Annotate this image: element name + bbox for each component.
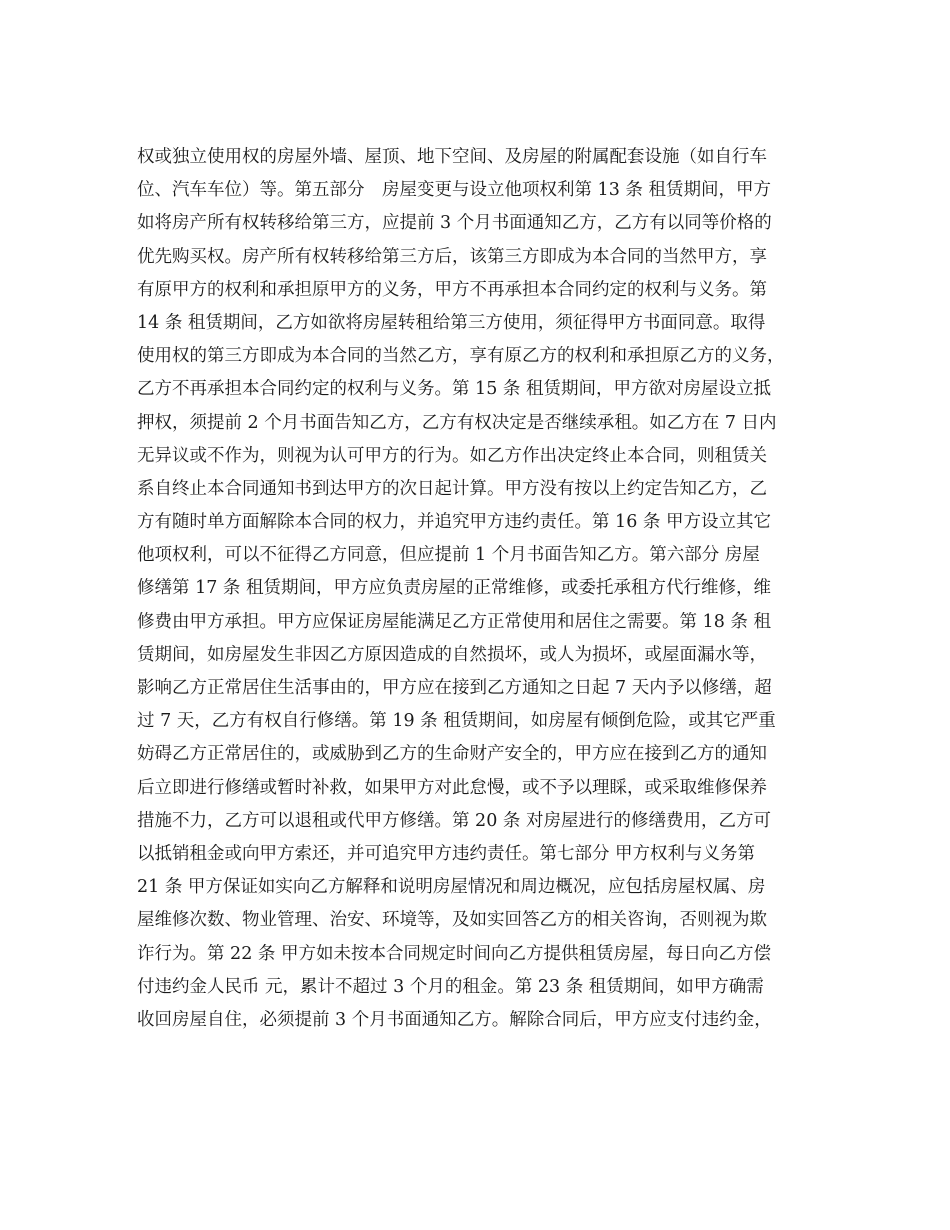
text-line: 付违约金人民币 元，累计不超过 3 个月的租金。第 23 条 租赁期间，如甲方确需 (137, 976, 764, 997)
text-line: 后立即进行修缮或暂时补救，如果甲方对此怠慢，或不予以理睬，或采取维修保养 (137, 777, 767, 798)
text-line: 修缮第 17 条 租赁期间，甲方应负责房屋的正常维修，或委托承租方代行维修，维 (137, 578, 771, 599)
text-line: 有原甲方的权利和承担原甲方的义务，甲方不再承担本合同约定的权利与义务。第 (137, 279, 767, 300)
text-line: 以抵销租金或向甲方索还，并可追究甲方违约责任。第七部分 甲方权利与义务第 (137, 843, 756, 864)
text-line: 系自终止本合同通知书到达甲方的次日起计算。甲方没有按以上约定告知乙方，乙 (137, 478, 767, 499)
text-line: 屋维修次数、物业管理、治安、环境等，及如实回答乙方的相关咨询，否则视为欺 (137, 910, 767, 931)
text-line: 优先购买权。房产所有权转移给第三方后，该第三方即成为本合同的当然甲方，享 (137, 246, 767, 267)
text-line: 诈行为。第 22 条 甲方如未按本合同规定时间向乙方提供租赁房屋，每日向乙方偿 (137, 943, 771, 964)
contract-text-body (137, 141, 827, 1037)
text-line: 押权，须提前 2 个月书面告知乙方，乙方有权决定是否继续承租。如乙方在 7 日内 (137, 412, 777, 433)
text-line: 收回房屋自住，必须提前 3 个月书面通知乙方。解除合同后，甲方应支付违约金， (137, 1009, 772, 1030)
text-line: 影响乙方正常居住生活事由的，甲方应在接到乙方通知之日起 7 天内予以修缮，超 (137, 678, 772, 698)
text-line: 他项权利，可以不征得乙方同意，但应提前 1 个月书面告知乙方。第六部分 房屋 (137, 545, 760, 566)
text-line: 修费由甲方承担。甲方应保证房屋能满足乙方正常使用和居住之需要。第 18 条 租 (137, 611, 771, 632)
text-line: 赁期间，如房屋发生非因乙方原因造成的自然损坏，或人为损坏，或屋面漏水等， (137, 644, 767, 665)
text-line: 权或独立使用权的房屋外墙、屋顶、地下空间、及房屋的附属配套设施（如自行车 (137, 147, 767, 167)
text-line: 14 条 租赁期间，乙方如欲将房屋转租给第三方使用，须征得甲方书面同意。取得 (137, 312, 766, 333)
text-line: 过 7 天，乙方有权自行修缮。第 19 条 租赁期间，如房屋有倾倒危险，或其它严重 (137, 711, 776, 732)
text-line: 妨碍乙方正常居住的，或威胁到乙方的生命财产安全的，甲方应在接到乙方的通知 (137, 744, 767, 765)
text-line: 无异议或不作为，则视为认可甲方的行为。如乙方作出决定终止本合同，则租赁关 (137, 445, 767, 466)
text-line: 21 条 甲方保证如实向乙方解释和说明房屋情况和周边概况，应包括房屋权属、房 (137, 877, 766, 898)
text-line: 措施不力，乙方可以退租或代甲方修缮。第 20 条 对房屋进行的修缮费用，乙方可 (137, 810, 771, 831)
text-line: 使用权的第三方即成为本合同的当然乙方，享有原乙方的权利和承担原乙方的义务， (137, 346, 785, 367)
text-line: 位、汽车车位）等。第五部分 房屋变更与设立他项权利第 13 条 租赁期间，甲方 (137, 180, 771, 201)
text-line: 如将房产所有权转移给第三方，应提前 3 个月书面通知乙方，乙方有以同等价格的 (137, 213, 772, 234)
text-line: 方有随时单方面解除本合同的权力，并追究甲方违约责任。第 16 条 甲方设立其它 (137, 512, 771, 533)
text-line: 乙方不再承担本合同约定的权利与义务。第 15 条 租赁期间，甲方欲对房屋设立抵 (137, 379, 771, 400)
